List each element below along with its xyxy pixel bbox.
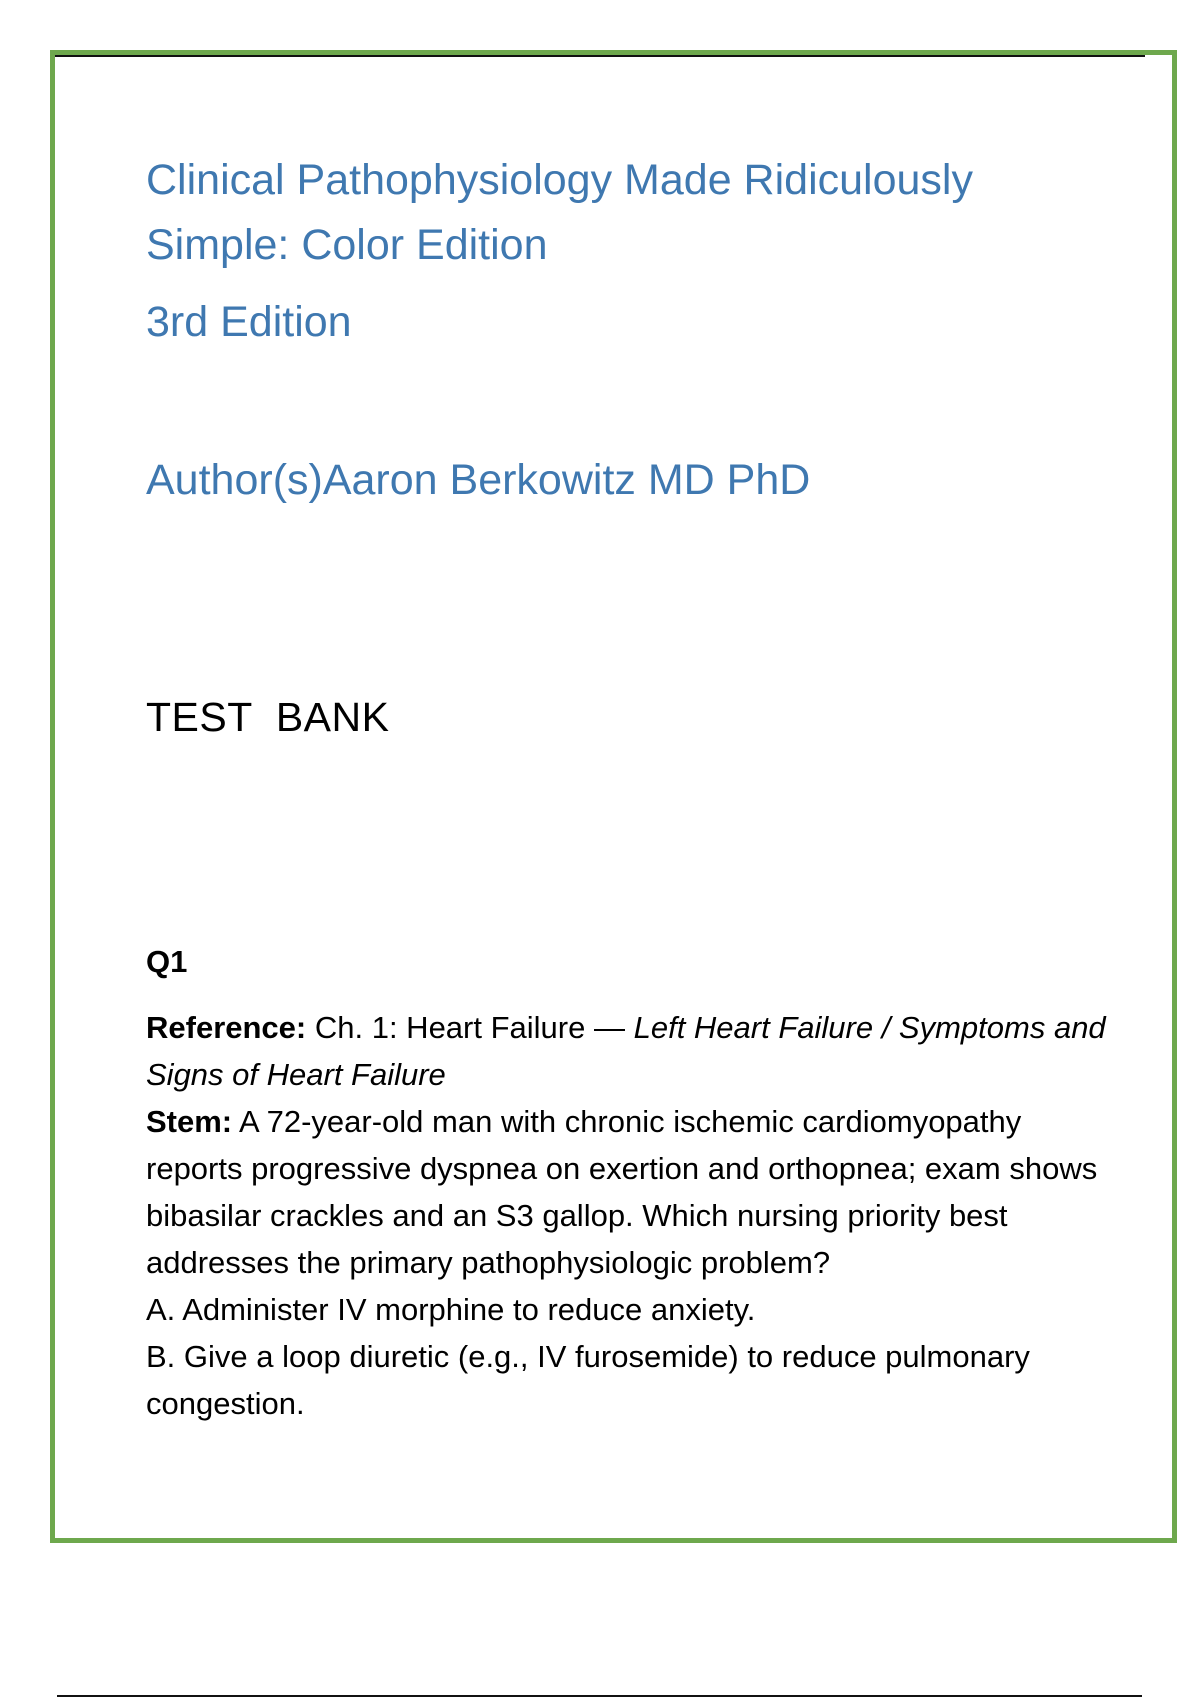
stem-label: Stem: — [146, 1104, 233, 1139]
book-title: Clinical Pathophysiology Made Ridiculously Simple: Color Edition — [146, 156, 973, 269]
reference-italic-text: Left Heart Failure / Symptoms and Signs of Heart Failure — [146, 1010, 1106, 1092]
stem-text: A 72-year-old man with chronic ischemic cardiomyopathy reports progressive dyspnea on exertion and orthopnea; exam shows bibasilar crackles and an S3 gallop. Which nursing priority best addresses the primary pathophysiologic problem? — [146, 1104, 1098, 1280]
reference-block — [146, 1010, 1106, 1092]
bottom-horizontal-rule — [57, 1695, 1142, 1697]
stem-block — [146, 1098, 1106, 1286]
question-number: Q1 — [146, 944, 188, 979]
question-body — [146, 1004, 1106, 1427]
author-line: Author(s)Aaron Berkowitz MD PhD — [146, 456, 811, 504]
reference-plain-text: Ch. 1: Heart Failure — — [306, 1010, 634, 1045]
test-bank-heading: TEST BANK — [146, 694, 390, 740]
answer-option-b: B. Give a loop diuretic (e.g., IV furosemide) to reduce pulmonary congestion. — [146, 1339, 1030, 1421]
edition-label: 3rd Edition — [146, 298, 352, 346]
document-content — [146, 148, 1106, 1427]
answer-option-a: A. Administer IV morphine to reduce anxiety. — [146, 1292, 756, 1327]
reference-label: Reference: — [146, 1010, 307, 1045]
